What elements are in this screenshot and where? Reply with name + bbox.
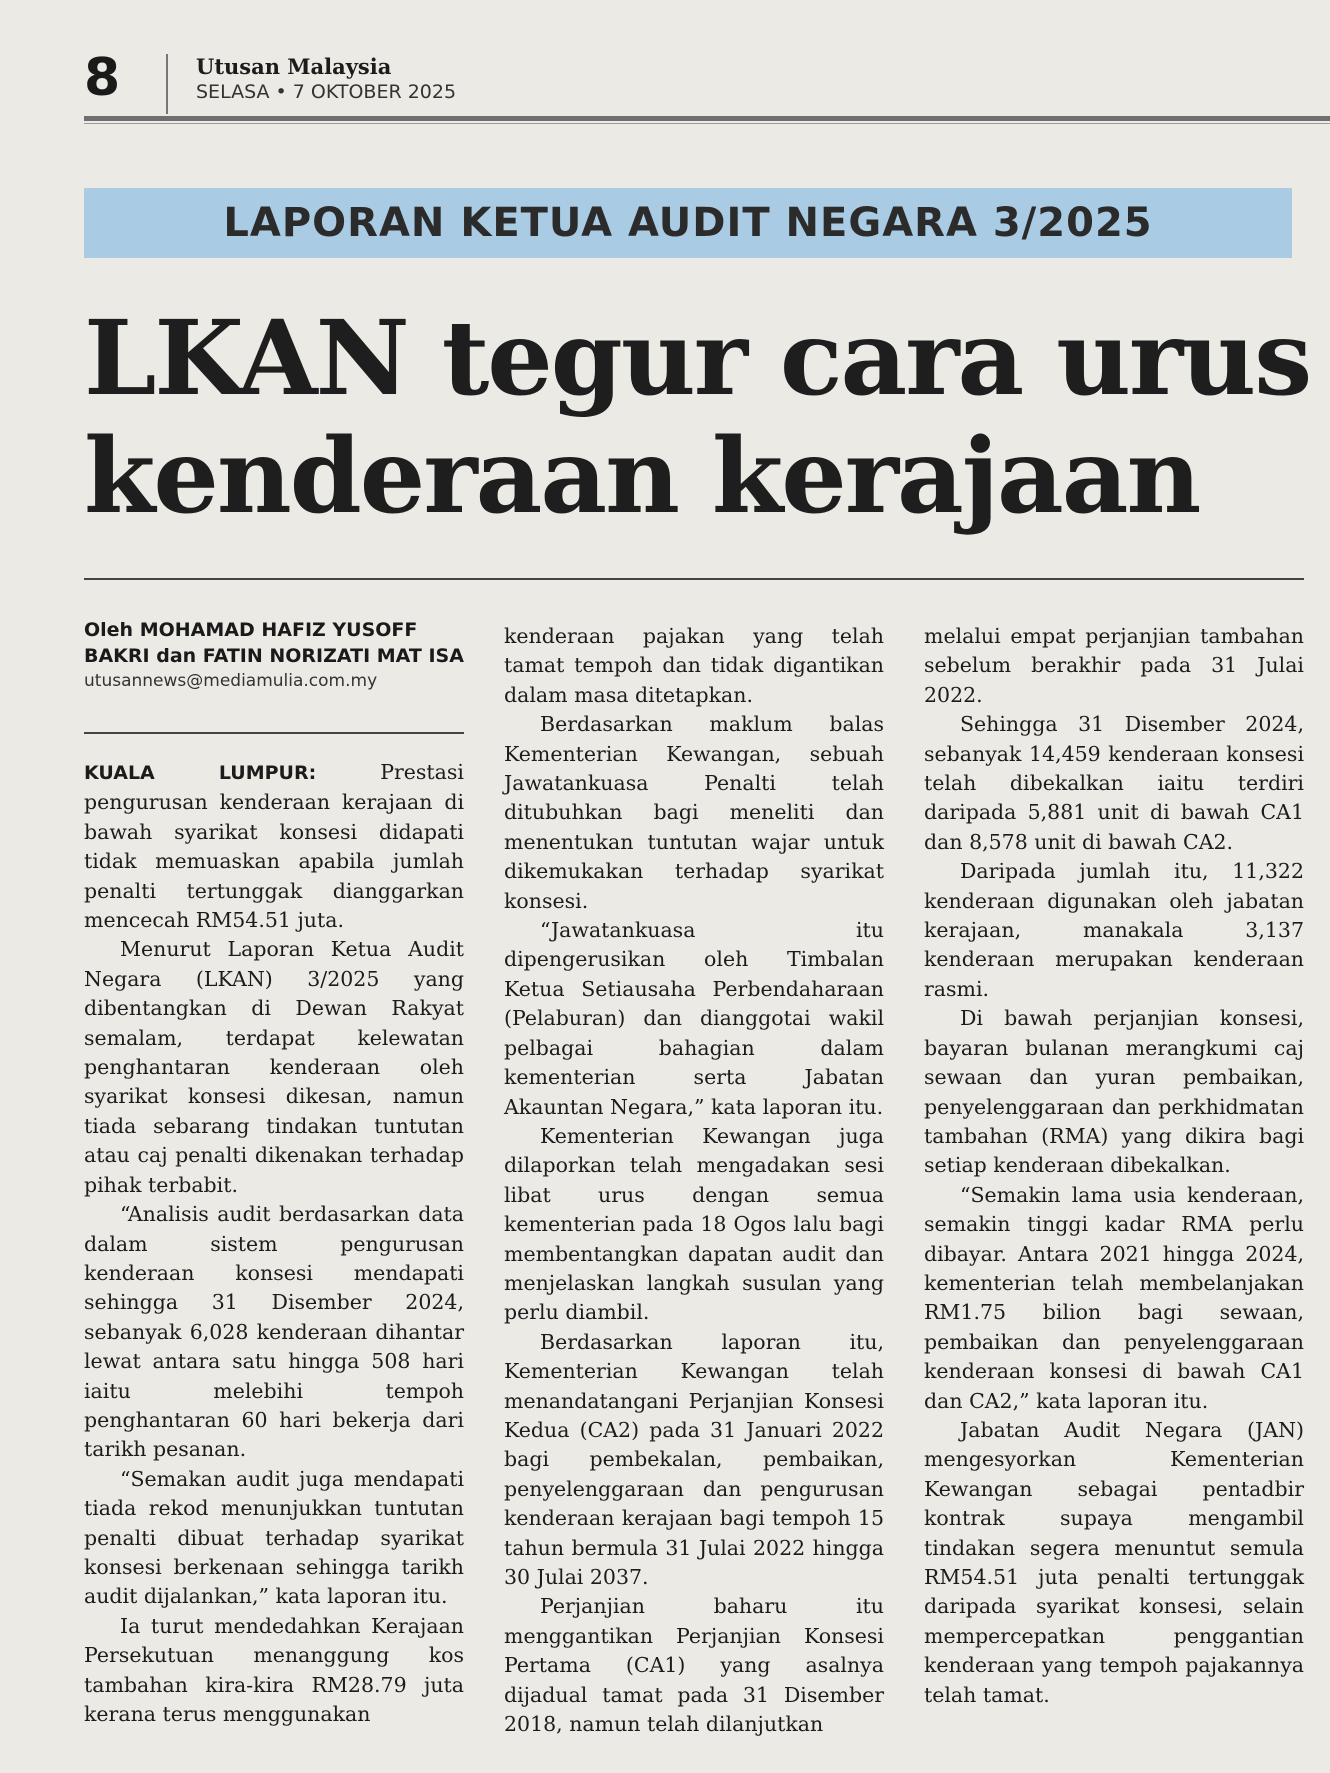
section-kicker: LAPORAN KETUA AUDIT NEGARA 3/2025: [223, 200, 1153, 246]
section-kicker-banner: [84, 188, 1292, 258]
article-column-2: [504, 622, 884, 1739]
paragraph-text: Prestasi pengurusan kenderaan kerajaan di bawah syarikat konsesi didapati tidak memuaskan apabila jumlah penalti tertunggak dianggarkan mencecah RM54.51 juta.: [84, 760, 464, 933]
headline: [84, 300, 1330, 536]
article-paragraph: Ia turut mendedahkan Kerajaan Persekutuan menanggung kos tambahan kira-kira RM28.79 juta kerana terus menggunakan: [84, 1613, 464, 1726]
article-paragraph: Sehingga 31 Disember 2024, sebanyak 14,459 kenderaan konsesi telah dibekalkan iaitu terdiri daripada 5,881 unit di bawah CA1 dan 8,578 unit di bawah CA2.: [924, 712, 1304, 854]
article-paragraph: melalui empat perjanjian tambahan sebelum berakhir pada 31 Julai 2022.: [924, 624, 1304, 707]
article-paragraph: Berdasarkan maklum balas Kementerian Kewangan, sebuah Jawatankuasa Penalti telah ditubuhkan bagi meneliti dan menentukan tuntutan wajar untuk dikemukakan terhadap syarikat konsesi.: [504, 712, 884, 913]
article-column-1: [84, 758, 464, 1729]
article-paragraph: “Jawatankuasa itu dipengerusikan oleh Timbalan Ketua Setiausaha Perbendaharaan (Pelaburan) dan dianggotai wakil pelbagai bahagian dalam kementerian serta Jabatan Akauntan Negara,” kata laporan itu.: [504, 918, 884, 1119]
byline-rule: [84, 732, 464, 734]
publication-date: SELASA • 7 OKTOBER 2025: [196, 81, 457, 103]
article-paragraph: Perjanjian baharu itu menggantikan Perjanjian Konsesi Pertama (CA1) yang asalnya dijadual tamat pada 31 Disember 2018, namun telah dilanjutkan: [504, 1594, 884, 1737]
article-paragraph: [84, 758, 464, 935]
article-paragraph: Kementerian Kewangan juga dilaporkan telah mengadakan sesi libat urus dengan semua kementerian pada 18 Ogos lalu bagi membentangkan dapatan audit dan menjelaskan langkah susulan yang perlu diambil.: [504, 1123, 884, 1325]
article-paragraph: Daripada jumlah itu, 11,322 kenderaan digunakan oleh jabatan kerajaan, manakala 3,137 kenderaan merupakan kenderaan rasmi.: [924, 859, 1304, 1001]
byline-authors: Oleh MOHAMAD HAFIZ YUSOFF BAKRI dan FATIN NORIZATI MAT ISA: [84, 619, 464, 667]
article-paragraph: Berdasarkan laporan itu, Kementerian Kewangan telah menandatangani Perjanjian Konsesi Kedua (CA2) pada 31 Januari 2022 bagi pembekalan, pembaikan, penyelenggaraan dan pengurusan kenderaan kerajaan bagi tempoh 15 tahun bermula 31 Julai 2022 hingga 30 Julai 2037.: [504, 1329, 884, 1589]
page-number: 8: [84, 48, 121, 108]
header-rule-thin: [84, 123, 1330, 124]
headline-rule: [84, 578, 1304, 580]
dateline: KUALA LUMPUR:: [84, 762, 317, 784]
article-paragraph: “Analisis audit berdasarkan data dalam sistem pengurusan kenderaan konsesi mendapati sehingga 31 Disember 2024, sebanyak 6,028 kenderaan dihantar lewat antara satu hingga 508 hari iaitu melebihi tempoh penghantaran 60 hari bekerja dari tarikh pesanan.: [84, 1202, 464, 1462]
publication-name: Utusan Malaysia: [196, 54, 392, 79]
byline-email: utusannews@mediamulia.com.my: [84, 671, 378, 691]
article-paragraph: Jabatan Audit Negara (JAN) mengesyorkan Kementerian Kewangan sebagai pentadbir kontrak supaya mengambil tindakan segera menuntut semula RM54.51 juta penalti tertunggak daripada syarikat konsesi, selain mempercepatkan penggantian kenderaan yang tempoh pajakannya telah tamat.: [924, 1417, 1304, 1707]
headline-line-2: kenderaan kerajaan: [84, 416, 1200, 537]
byline: [84, 617, 464, 693]
header-separator: [166, 54, 168, 114]
article-paragraph: kenderaan pajakan yang telah tamat tempoh dan tidak digantikan dalam masa ditetapkan.: [504, 624, 884, 707]
article-column-3: [924, 622, 1304, 1710]
article-paragraph: Di bawah perjanjian konsesi, bayaran bulanan merangkumi caj sewaan dan yuran pembaikan, penyelenggaraan dan perkhidmatan tambahan (RMA) yang dikira bagi setiap kenderaan dibekalkan.: [924, 1006, 1304, 1178]
article-paragraph: “Semakan audit juga mendapati tiada rekod menunjukkan tuntutan penalti dibuat terhadap syarikat konsesi berkenaan sehingga tarikh audit dijalankan,” kata laporan itu.: [84, 1466, 464, 1609]
article-paragraph: Menurut Laporan Ketua Audit Negara (LKAN) 3/2025 yang dibentangkan di Dewan Rakyat semalam, terdapat kelewatan penghantaran kenderaan oleh syarikat konsesi dikesan, namun tiada sebarang tindakan tuntutan atau caj penalti dikenakan terhadap pihak terbabit.: [84, 937, 464, 1197]
headline-line-1: LKAN tegur cara urus: [84, 298, 1311, 419]
article-paragraph: “Semakin lama usia kenderaan, semakin tinggi kadar RMA perlu dibayar. Antara 2021 hingga 2024, kementerian telah membelanjakan RM1.75 bilion bagi sewaan, pembaikan dan penyelenggaraan kenderaan konsesi di bawah CA1 dan CA2,” kata laporan itu.: [924, 1182, 1304, 1413]
header-rule: [84, 116, 1330, 121]
